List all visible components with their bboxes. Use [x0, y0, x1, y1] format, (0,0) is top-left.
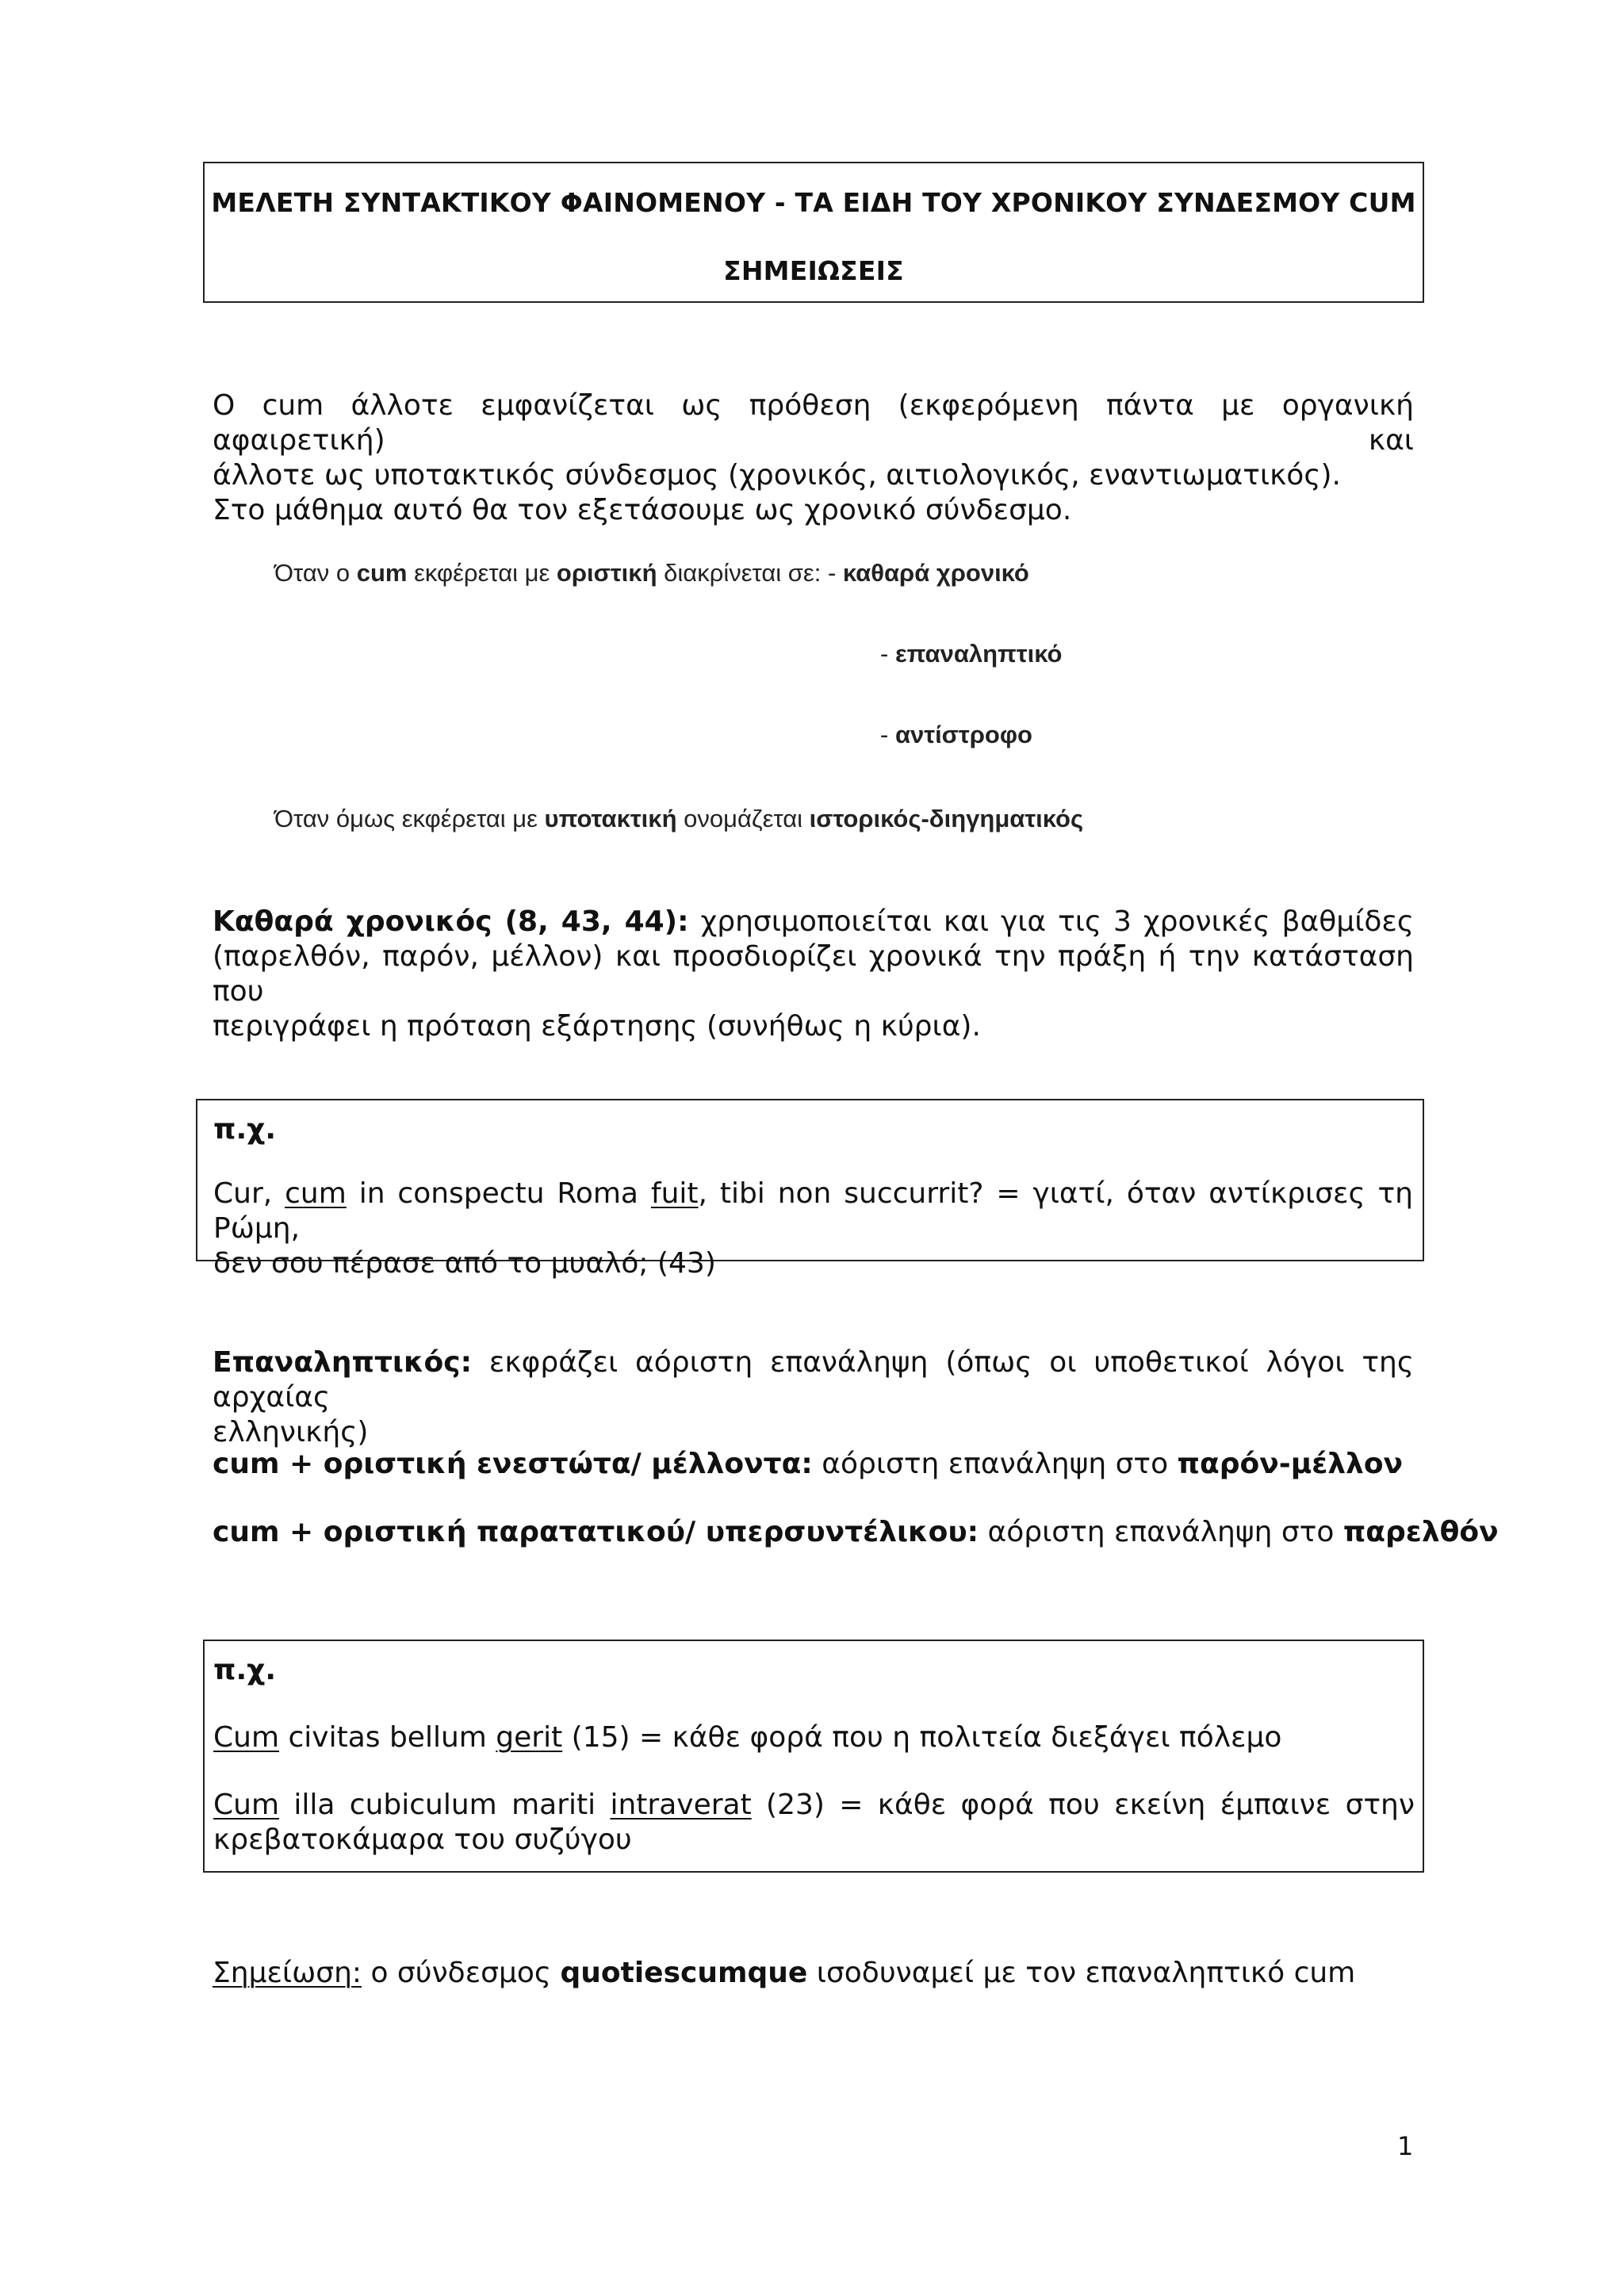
scheme-mood-indicative: οριστική — [556, 559, 657, 587]
intro-line-3: Στο μάθημα αυτό θα τον εξετάσουμε ως χρονικό σύνδεσμο. — [213, 494, 1072, 526]
example-1-line-1: Cur, cum in conspectu Roma fuit, tibi non succurrit? = γιατί, όταν αντίκρισες τη Ρώμη, — [213, 1177, 1413, 1245]
scheme-row-2: - επαναληπτικό — [880, 640, 1063, 668]
pure-heading: Καθαρά χρονικός (8, 43, 44): — [213, 905, 689, 938]
example-box-1 — [196, 1099, 1424, 1280]
note-keyword: quotiescumque — [560, 1957, 808, 1989]
intro-line-1: Ο cum άλλοτε εμφανίζεται ως πρόθεση (εκφερόμενη πάντα με οργανική αφαιρετική) και — [213, 389, 1414, 457]
scheme-item-pure: καθαρά χρονικό — [842, 559, 1029, 587]
example-2-item-1: Cum civitas bellum gerit (15) = κάθε φορά που η πολιτεία διεξάγει πόλεμο — [213, 1721, 1282, 1754]
example-2-label: π.χ. — [213, 1654, 277, 1686]
example-2-item-2: Cum illa cubiculum mariti intraverat (23) = κάθε φορά που εκείνη έμπαινε στην κρεβατοκάμαρα του συζύγου — [213, 1789, 1415, 1856]
document-title: ΜΕΛΕΤΗ ΣΥΝΤΑΚΤΙΚΟΥ ΦΑΙΝΟΜΕΝΟΥ - ΤΑ ΕΙΔΗ ΤΟΥ ΧΡΟΝΙΚΟΥ ΣΥΝΔΕΣΜΟΥ CUM — [211, 187, 1416, 218]
intro-paragraph — [213, 388, 1414, 528]
pure-line-3: περιγράφει η πρόταση εξάρτησης (συνήθως η κύρια). — [213, 1010, 981, 1043]
scheme-item-historical: ιστορικός-διηγηματικός — [809, 805, 1084, 832]
page-number: 1 — [1397, 2131, 1414, 2161]
pure-line-1: Καθαρά χρονικός (8, 43, 44): χρησιμοποιείται και για τις 3 χρονικές βαθμίδες — [213, 905, 1414, 938]
example-1-label: π.χ. — [213, 1113, 277, 1146]
scheme-row-4: Όταν όμως εκφέρεται με υποτακτική ονομάζεται ιστορικός-διηγηματικός — [274, 805, 1084, 832]
pure-line-2: (παρελθόν, παρόν, μέλλον) και προσδιορίζει χρονικά την πράξη ή την κατάσταση που — [213, 940, 1414, 1008]
document-subtitle: ΣΗΜΕΙΩΣΕΙΣ — [723, 255, 904, 286]
pure-temporal-paragraph — [213, 905, 1414, 1044]
example-1-text — [213, 1177, 1413, 1281]
title-box — [203, 162, 1424, 303]
example-box-2 — [203, 1640, 1424, 1873]
iterative-line-2: ελληνικής) — [213, 1416, 369, 1448]
scheme-cum: cum — [356, 559, 408, 587]
iterative-paragraph — [213, 1345, 1414, 1450]
scheme-row-3: - αντίστροφο — [880, 721, 1032, 748]
iterative-rule-1: cum + οριστική ενεστώτα/ μέλλοντα: αόριστη επανάληψη στο παρόν-μέλλον — [213, 1448, 1404, 1480]
iterative-heading: Επαναληπτικός: — [213, 1346, 472, 1379]
scheme-mood-subjunctive: υποτακτική — [544, 805, 677, 832]
scheme-item-iterative: επαναληπτικό — [894, 640, 1063, 668]
scheme-row-1: Όταν ο cum εκφέρεται με οριστική διακρίνεται σε: - καθαρά χρονικό — [274, 559, 1029, 587]
scheme-item-inverse: αντίστροφο — [894, 721, 1032, 748]
iterative-line-1: Επαναληπτικός: εκφράζει αόριστη επανάληψη (όπως οι υποθετικοί λόγοι της αρχαίας — [213, 1346, 1414, 1414]
intro-line-2: άλλοτε ως υποτακτικός σύνδεσμος (χρονικός, αιτιολογικός, εναντιωματικός). — [213, 459, 1341, 492]
note-label: Σημείωση: — [213, 1957, 362, 1989]
note-paragraph: Σημείωση: ο σύνδεσμος quotiescumque ισοδυναμεί με τον επαναληπτικό cum — [213, 1957, 1356, 1989]
iterative-rule-2: cum + οριστική παρατατικού/ υπερσυντέλικου: αόριστη επανάληψη στο παρελθόν — [213, 1516, 1499, 1548]
example-1-line-2: δεν σου πέρασε από το μυαλό; (43) — [213, 1247, 716, 1280]
